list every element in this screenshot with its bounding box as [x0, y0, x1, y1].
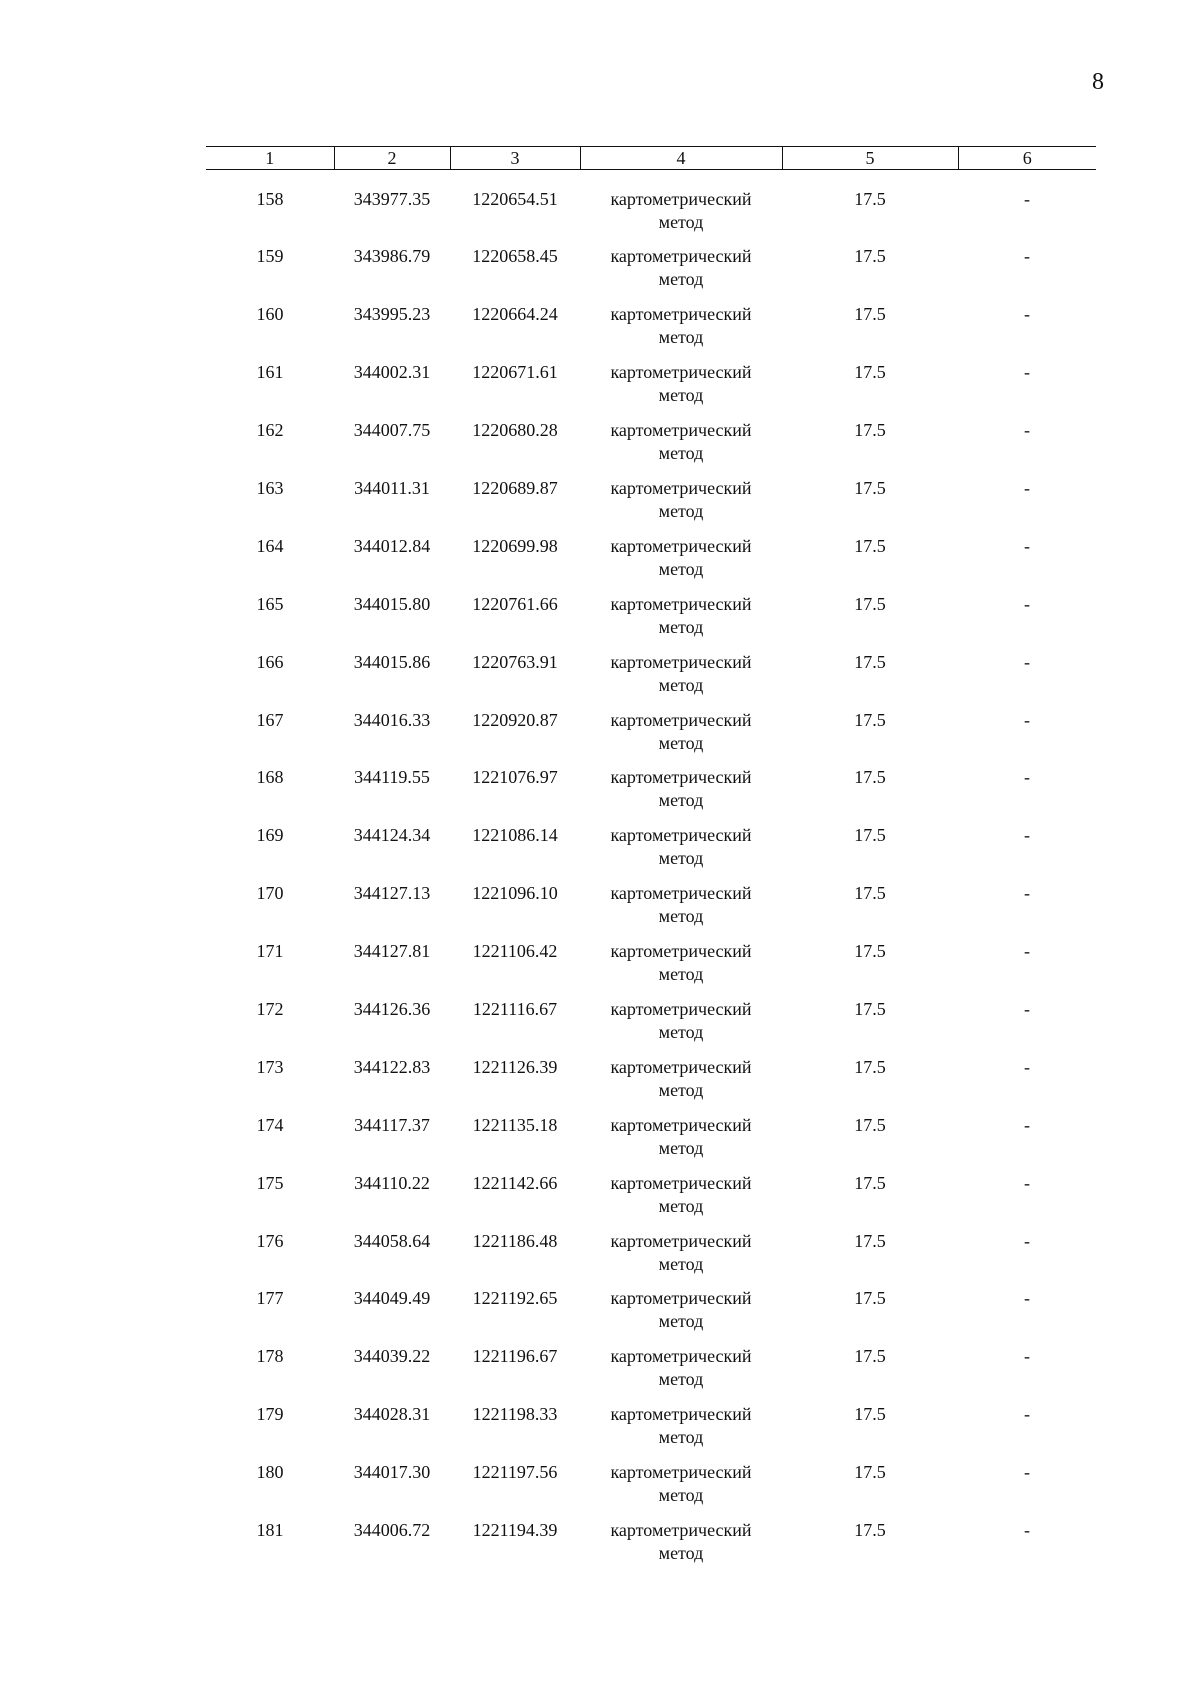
note-cell: - — [1024, 998, 1030, 1019]
table-row — [206, 940, 1096, 998]
y-coordinate-cell: 1221116.67 — [472, 998, 558, 1019]
table-row — [206, 1056, 1096, 1114]
table-row — [206, 1519, 1096, 1577]
y-coordinate-cell: 1221192.65 — [472, 1288, 558, 1309]
method-line-2: метод — [658, 964, 704, 985]
x-coordinate-cell: 344017.30 — [353, 1462, 431, 1483]
method-cell — [580, 824, 782, 882]
note-cell: - — [1024, 709, 1030, 730]
method-line-2: метод — [658, 1079, 704, 1100]
method-line-1: картометрический — [610, 1172, 752, 1193]
point-number-cell: 158 — [256, 189, 284, 209]
method-cell — [580, 1114, 782, 1172]
table-row — [206, 1461, 1096, 1519]
method-cell — [580, 477, 782, 535]
coordinates-table — [206, 146, 1096, 1577]
point-number-cell: 164 — [256, 535, 284, 556]
method-line-1: картометрический — [610, 998, 752, 1019]
method-line-2: метод — [658, 385, 704, 406]
column-header-1: 1 — [206, 147, 334, 170]
column-header-5: 5 — [782, 147, 958, 170]
y-coordinate-cell: 1220671.61 — [472, 362, 558, 383]
point-number-cell: 179 — [256, 1404, 284, 1425]
x-coordinate-cell: 344119.55 — [354, 767, 430, 788]
note-cell: - — [1024, 1346, 1030, 1367]
table-row — [206, 998, 1096, 1056]
accuracy-cell: 17.5 — [854, 1462, 886, 1483]
method-cell — [580, 1287, 782, 1345]
method-cell — [580, 1056, 782, 1114]
x-coordinate-cell: 344015.80 — [353, 593, 431, 614]
y-coordinate-cell: 1221086.14 — [472, 825, 558, 846]
method-cell — [580, 303, 782, 361]
x-coordinate-cell: 344015.86 — [353, 651, 431, 672]
accuracy-cell: 17.5 — [854, 246, 886, 267]
table-row — [206, 824, 1096, 882]
method-line-2: метод — [658, 1195, 704, 1216]
table-row — [206, 170, 1096, 246]
point-number-cell: 173 — [256, 1056, 284, 1077]
method-line-1: картометрический — [610, 1230, 752, 1251]
point-number-cell: 168 — [256, 767, 284, 788]
x-coordinate-cell: 343977.35 — [353, 189, 431, 209]
method-cell — [580, 170, 782, 246]
table-row — [206, 535, 1096, 593]
table-row — [206, 651, 1096, 709]
method-cell — [580, 245, 782, 303]
point-number-cell: 171 — [256, 941, 284, 962]
table-row — [206, 882, 1096, 940]
method-line-2: метод — [658, 558, 704, 579]
x-coordinate-cell: 344126.36 — [353, 998, 431, 1019]
x-coordinate-cell: 344110.22 — [354, 1172, 430, 1193]
method-line-2: метод — [658, 790, 704, 811]
method-cell — [580, 419, 782, 477]
method-line-1: картометрический — [610, 304, 752, 325]
header-row — [206, 147, 1096, 170]
method-line-1: картометрический — [610, 883, 752, 904]
note-cell: - — [1024, 1056, 1030, 1077]
column-header-3: 3 — [450, 147, 580, 170]
table-row — [206, 361, 1096, 419]
point-number-cell: 181 — [256, 1519, 284, 1540]
method-line-2: метод — [658, 500, 704, 521]
point-number-cell: 163 — [256, 477, 284, 498]
note-cell: - — [1024, 767, 1030, 788]
note-cell: - — [1024, 1288, 1030, 1309]
method-line-2: метод — [658, 732, 704, 753]
method-line-1: картометрический — [610, 941, 752, 962]
accuracy-cell: 17.5 — [854, 189, 886, 209]
point-number-cell: 162 — [256, 420, 284, 441]
method-line-1: картометрический — [610, 477, 752, 498]
note-cell: - — [1024, 651, 1030, 672]
accuracy-cell: 17.5 — [854, 362, 886, 383]
method-line-1: картометрический — [610, 593, 752, 614]
method-cell — [580, 1461, 782, 1519]
y-coordinate-cell: 1220680.28 — [472, 420, 558, 441]
note-cell: - — [1024, 1114, 1030, 1135]
point-number-cell: 177 — [256, 1288, 284, 1309]
y-coordinate-cell: 1220689.87 — [472, 477, 558, 498]
y-coordinate-cell: 1221106.42 — [472, 941, 558, 962]
accuracy-cell: 17.5 — [854, 883, 886, 904]
accuracy-cell: 17.5 — [854, 535, 886, 556]
accuracy-cell: 17.5 — [854, 825, 886, 846]
method-line-1: картометрический — [610, 1519, 752, 1540]
note-cell: - — [1024, 362, 1030, 383]
y-coordinate-cell: 1220654.51 — [472, 189, 558, 209]
x-coordinate-cell: 344006.72 — [353, 1519, 431, 1540]
accuracy-cell: 17.5 — [854, 1346, 886, 1367]
method-line-1: картометрический — [610, 1462, 752, 1483]
method-cell — [580, 361, 782, 419]
column-header-4: 4 — [580, 147, 782, 170]
method-cell — [580, 1345, 782, 1403]
note-cell: - — [1024, 535, 1030, 556]
method-line-1: картометрический — [610, 1346, 752, 1367]
y-coordinate-cell: 1220664.24 — [472, 304, 558, 325]
method-line-2: метод — [658, 1253, 704, 1274]
method-line-2: метод — [658, 1021, 704, 1042]
table-row — [206, 1172, 1096, 1230]
method-cell — [580, 940, 782, 998]
x-coordinate-cell: 344049.49 — [353, 1288, 431, 1309]
method-cell — [580, 709, 782, 767]
column-header-6: 6 — [958, 147, 1096, 170]
point-number-cell: 167 — [256, 709, 284, 730]
method-line-1: картометрический — [610, 1056, 752, 1077]
y-coordinate-cell: 1221198.33 — [472, 1404, 558, 1425]
point-number-cell: 174 — [256, 1114, 284, 1135]
y-coordinate-cell: 1221126.39 — [472, 1056, 558, 1077]
accuracy-cell: 17.5 — [854, 420, 886, 441]
method-cell — [580, 1403, 782, 1461]
table-row — [206, 1287, 1096, 1345]
x-coordinate-cell: 343995.23 — [353, 304, 431, 325]
method-line-1: картометрический — [610, 825, 752, 846]
table-row — [206, 1345, 1096, 1403]
note-cell: - — [1024, 1404, 1030, 1425]
y-coordinate-cell: 1220763.91 — [472, 651, 558, 672]
method-line-1: картометрический — [610, 767, 752, 788]
point-number-cell: 159 — [256, 246, 284, 267]
table-row — [206, 1114, 1096, 1172]
x-coordinate-cell: 344012.84 — [353, 535, 431, 556]
point-number-cell: 170 — [256, 883, 284, 904]
note-cell: - — [1024, 304, 1030, 325]
method-cell — [580, 882, 782, 940]
table-row — [206, 709, 1096, 767]
accuracy-cell: 17.5 — [854, 1404, 886, 1425]
method-line-1: картометрический — [610, 651, 752, 672]
note-cell: - — [1024, 477, 1030, 498]
x-coordinate-cell: 344127.13 — [353, 883, 431, 904]
method-line-1: картометрический — [610, 362, 752, 383]
note-cell: - — [1024, 1519, 1030, 1540]
accuracy-cell: 17.5 — [854, 1172, 886, 1193]
method-line-2: метод — [658, 269, 704, 290]
table-row — [206, 303, 1096, 361]
y-coordinate-cell: 1220920.87 — [472, 709, 558, 730]
method-line-1: картометрический — [610, 535, 752, 556]
table-row — [206, 766, 1096, 824]
accuracy-cell: 17.5 — [854, 304, 886, 325]
accuracy-cell: 17.5 — [854, 1519, 886, 1540]
note-cell: - — [1024, 825, 1030, 846]
y-coordinate-cell: 1221135.18 — [472, 1114, 558, 1135]
point-number-cell: 169 — [256, 825, 284, 846]
accuracy-cell: 17.5 — [854, 477, 886, 498]
method-line-2: метод — [658, 1542, 704, 1563]
x-coordinate-cell: 344007.75 — [353, 420, 431, 441]
note-cell: - — [1024, 883, 1030, 904]
method-line-2: метод — [658, 212, 704, 232]
method-cell — [580, 766, 782, 824]
table-body — [206, 170, 1096, 1577]
method-line-1: картометрический — [610, 1114, 752, 1135]
x-coordinate-cell: 344039.22 — [353, 1346, 431, 1367]
table-header — [206, 147, 1096, 170]
note-cell: - — [1024, 1462, 1030, 1483]
x-coordinate-cell: 343986.79 — [353, 246, 431, 267]
method-line-2: метод — [658, 1137, 704, 1158]
accuracy-cell: 17.5 — [854, 941, 886, 962]
accuracy-cell: 17.5 — [854, 1288, 886, 1309]
note-cell: - — [1024, 189, 1030, 209]
y-coordinate-cell: 1221186.48 — [472, 1230, 558, 1251]
accuracy-cell: 17.5 — [854, 593, 886, 614]
x-coordinate-cell: 344127.81 — [353, 941, 431, 962]
table-row — [206, 1230, 1096, 1288]
point-number-cell: 160 — [256, 304, 284, 325]
accuracy-cell: 17.5 — [854, 1230, 886, 1251]
method-line-2: метод — [658, 1311, 704, 1332]
method-cell — [580, 651, 782, 709]
method-line-2: метод — [658, 327, 704, 348]
page-number: 8 — [1092, 69, 1104, 95]
method-line-1: картометрический — [610, 1288, 752, 1309]
method-line-1: картометрический — [610, 1404, 752, 1425]
method-cell — [580, 535, 782, 593]
method-line-2: метод — [658, 1485, 704, 1506]
method-line-2: метод — [658, 1369, 704, 1390]
method-line-2: метод — [658, 443, 704, 464]
note-cell: - — [1024, 1230, 1030, 1251]
x-coordinate-cell: 344058.64 — [353, 1230, 431, 1251]
x-coordinate-cell: 344011.31 — [354, 477, 430, 498]
method-line-2: метод — [658, 616, 704, 637]
method-cell — [580, 998, 782, 1056]
y-coordinate-cell: 1221076.97 — [472, 767, 558, 788]
method-cell — [580, 1519, 782, 1577]
column-header-2: 2 — [334, 147, 450, 170]
x-coordinate-cell: 344028.31 — [353, 1404, 431, 1425]
table-row — [206, 245, 1096, 303]
point-number-cell: 175 — [256, 1172, 284, 1193]
point-number-cell: 165 — [256, 593, 284, 614]
x-coordinate-cell: 344002.31 — [353, 362, 431, 383]
y-coordinate-cell: 1221194.39 — [472, 1519, 558, 1540]
y-coordinate-cell: 1220658.45 — [472, 246, 558, 267]
method-line-2: метод — [658, 906, 704, 927]
coordinates-table-container — [206, 146, 1096, 1577]
table-row — [206, 477, 1096, 535]
x-coordinate-cell: 344124.34 — [353, 825, 431, 846]
method-line-1: картометрический — [610, 246, 752, 267]
note-cell: - — [1024, 420, 1030, 441]
table-row — [206, 1403, 1096, 1461]
table-row — [206, 593, 1096, 651]
accuracy-cell: 17.5 — [854, 767, 886, 788]
note-cell: - — [1024, 593, 1030, 614]
point-number-cell: 180 — [256, 1462, 284, 1483]
method-line-2: метод — [658, 848, 704, 869]
method-cell — [580, 1230, 782, 1288]
accuracy-cell: 17.5 — [854, 709, 886, 730]
note-cell: - — [1024, 941, 1030, 962]
point-number-cell: 172 — [256, 998, 284, 1019]
accuracy-cell: 17.5 — [854, 1056, 886, 1077]
method-line-2: метод — [658, 1427, 704, 1448]
accuracy-cell: 17.5 — [854, 651, 886, 672]
method-line-1: картометрический — [610, 420, 752, 441]
accuracy-cell: 17.5 — [854, 1114, 886, 1135]
point-number-cell: 176 — [256, 1230, 284, 1251]
point-number-cell: 166 — [256, 651, 284, 672]
y-coordinate-cell: 1220699.98 — [472, 535, 558, 556]
y-coordinate-cell: 1221196.67 — [472, 1346, 558, 1367]
method-line-2: метод — [658, 674, 704, 695]
method-line-1: картометрический — [610, 189, 752, 209]
method-line-1: картометрический — [610, 709, 752, 730]
y-coordinate-cell: 1221197.56 — [472, 1462, 558, 1483]
x-coordinate-cell: 344122.83 — [353, 1056, 431, 1077]
x-coordinate-cell: 344016.33 — [353, 709, 431, 730]
note-cell: - — [1024, 1172, 1030, 1193]
y-coordinate-cell: 1221096.10 — [472, 883, 558, 904]
point-number-cell: 161 — [256, 362, 284, 383]
y-coordinate-cell: 1221142.66 — [472, 1172, 558, 1193]
point-number-cell: 178 — [256, 1346, 284, 1367]
method-cell — [580, 1172, 782, 1230]
note-cell: - — [1024, 246, 1030, 267]
y-coordinate-cell: 1220761.66 — [472, 593, 558, 614]
accuracy-cell: 17.5 — [854, 998, 886, 1019]
x-coordinate-cell: 344117.37 — [354, 1114, 430, 1135]
table-row — [206, 419, 1096, 477]
method-cell — [580, 593, 782, 651]
